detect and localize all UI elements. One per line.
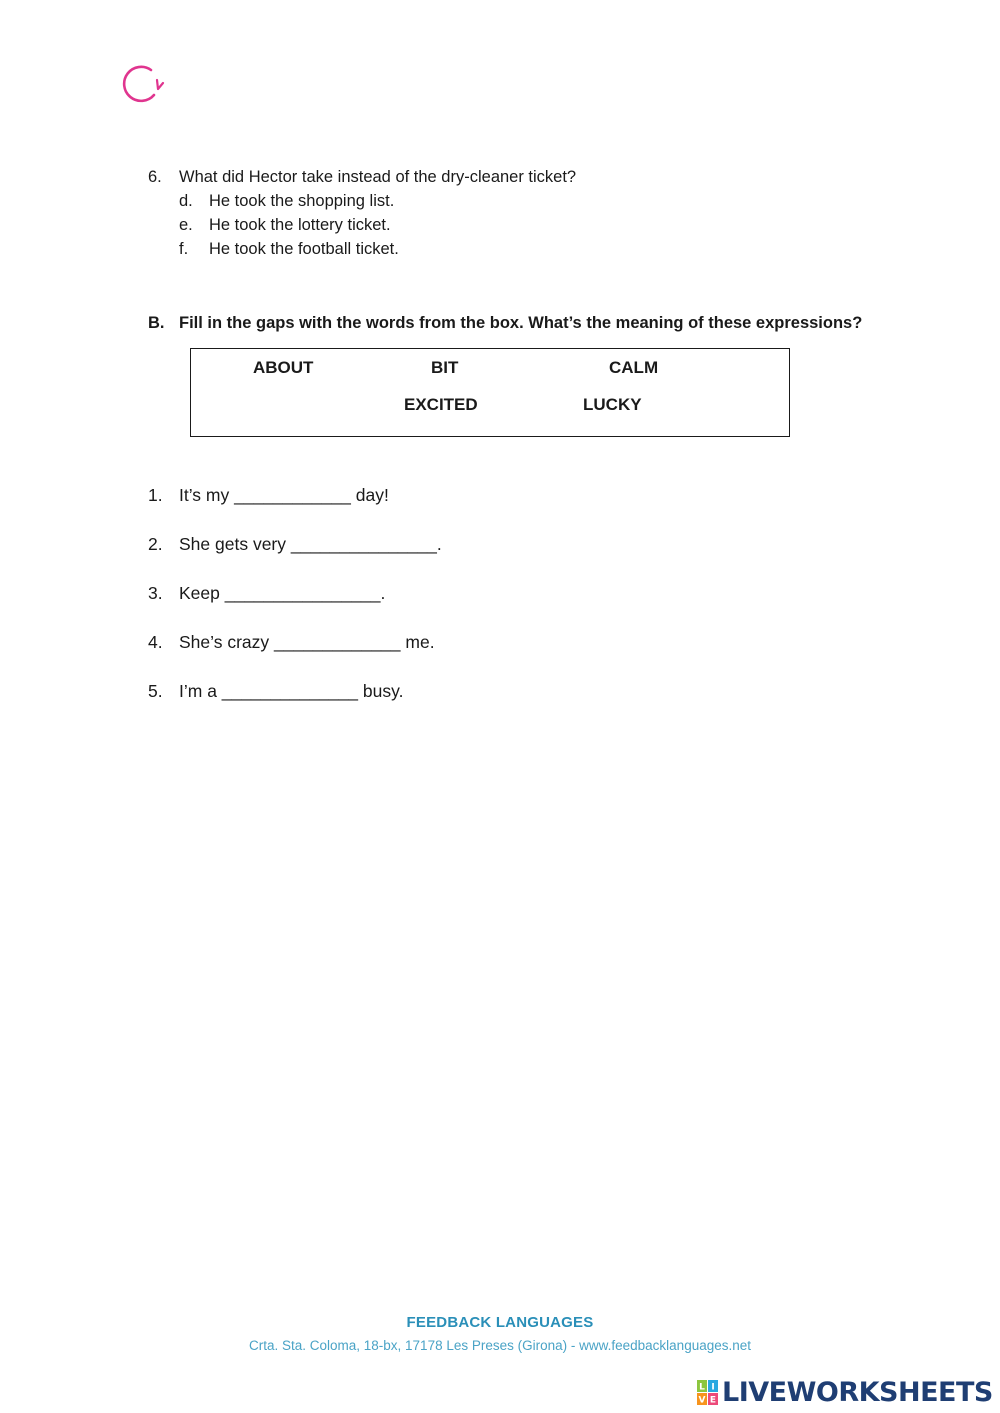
option-text: He took the football ticket.: [209, 240, 399, 258]
svg-text:I: I: [711, 1382, 715, 1393]
gap-fill-item: [148, 583, 385, 604]
option-text: He took the shopping list.: [209, 192, 395, 210]
option-letter: d.: [179, 192, 193, 210]
word-box-item: BIT: [431, 358, 459, 377]
item-number: 4.: [148, 632, 163, 652]
answer-option: [179, 240, 399, 259]
liveworksheets-badge-icon: [697, 1380, 719, 1406]
gap-fill-item: [148, 681, 403, 702]
section-b-heading: [148, 314, 862, 333]
item-text: It’s my ____________ day!: [179, 485, 389, 505]
word-box-item: LUCKY: [583, 395, 642, 414]
question-text: What did Hector take instead of the dry-cleaner ticket?: [179, 168, 577, 186]
footer-brand: FEEDBACK LANGUAGES: [406, 1314, 594, 1331]
option-letter: e.: [179, 216, 193, 234]
section-instruction: Fill in the gaps with the words from the box. What’s the meaning of these expressions?: [179, 314, 863, 332]
word-box-item: CALM: [609, 358, 659, 377]
gap-fill-item: [148, 485, 389, 506]
svg-text:L: L: [699, 1382, 705, 1393]
gap-fill-item: [148, 632, 435, 653]
item-text: She’s crazy _____________ me.: [179, 632, 435, 652]
liveworksheets-watermark: LIVEWORKSHEETS: [722, 1377, 993, 1408]
item-number: 2.: [148, 534, 163, 554]
svg-text:V: V: [698, 1395, 706, 1406]
word-box-item: ABOUT: [253, 358, 314, 377]
gap-fill-item: [148, 534, 442, 555]
option-letter: f.: [179, 240, 189, 258]
answer-option: [179, 216, 391, 235]
option-text: He took the lottery ticket.: [209, 216, 391, 234]
item-number: 5.: [148, 681, 163, 701]
item-text: Keep ________________.: [179, 583, 386, 603]
answer-option: [179, 192, 394, 211]
question-number: 6.: [148, 168, 162, 186]
word-box: [190, 348, 790, 437]
word-box-item: EXCITED: [404, 395, 478, 414]
item-number: 3.: [148, 583, 163, 603]
item-number: 1.: [148, 485, 163, 505]
item-text: I’m a ______________ busy.: [179, 681, 404, 701]
refresh-logo-icon: [118, 62, 168, 108]
footer-address: Crta. Sta. Coloma, 18-bx, 17178 Les Preses (Girona) - www.feedbacklanguages.net: [248, 1338, 751, 1353]
item-text: She gets very _______________.: [179, 534, 442, 554]
svg-text:E: E: [709, 1395, 717, 1406]
section-letter: B.: [148, 314, 165, 332]
